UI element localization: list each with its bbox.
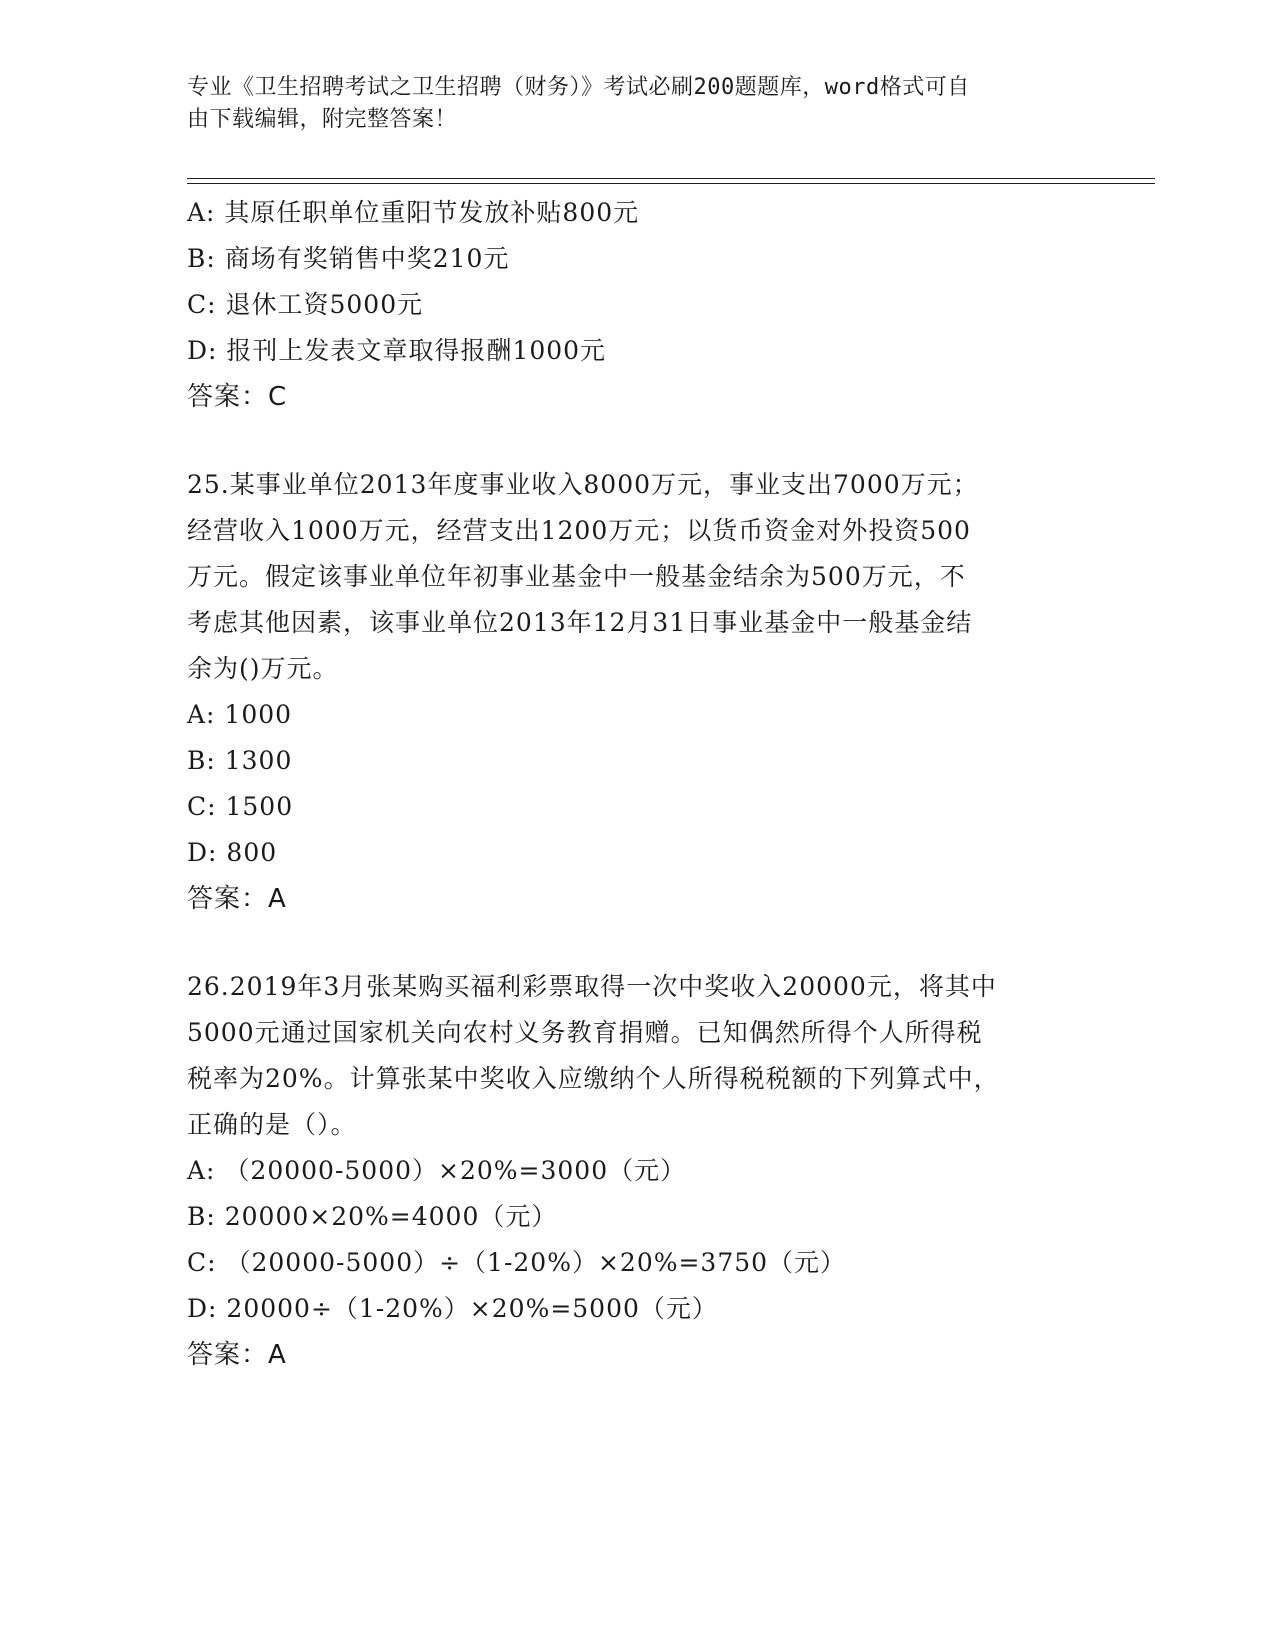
question-26	[187, 964, 1087, 1378]
document-body	[187, 190, 1087, 1378]
question-text-line: 5000元通过国家机关向农村义务教育捐赠。已知偶然所得个人所得税	[187, 1018, 983, 1047]
header-line-1: 专业《卫生招聘考试之卫生招聘（财务）》考试必刷200题题库，word格式可自	[187, 75, 970, 100]
answer: 答案：A	[187, 884, 287, 914]
option-d: D: 20000÷（1-20%）×20%=5000（元）	[187, 1294, 718, 1323]
option-b: B: 1300	[187, 746, 293, 775]
header-divider-bottom	[187, 183, 1155, 184]
question-text-line: 经营收入1000万元，经营支出1200万元；以货币资金对外投资500	[187, 516, 971, 545]
header-line-2: 由下载编辑，附完整答案！	[187, 107, 458, 132]
question-25	[187, 462, 1087, 922]
question-text-line: 考虑其他因素，该事业单位2013年12月31日事业基金中一般基金结	[187, 608, 973, 637]
option-c: C: 退休工资5000元	[187, 290, 424, 319]
option-d: D: 800	[187, 838, 278, 867]
header-divider-top	[187, 178, 1155, 179]
question-text-line: 万元。假定该事业单位年初事业基金中一般基金结余为500万元，不	[187, 562, 966, 591]
option-d: D: 报刊上发表文章取得报酬1000元	[187, 336, 607, 365]
option-a: A: 1000	[187, 700, 293, 729]
question-text-line: 税率为20%。计算张某中奖收入应缴纳个人所得税税额的下列算式中，	[187, 1064, 1000, 1093]
option-a: A: 其原任职单位重阳节发放补贴800元	[187, 198, 640, 227]
question-24	[187, 190, 1087, 420]
option-c: C: 1500	[187, 792, 294, 821]
answer: 答案：C	[187, 382, 288, 412]
option-a: A: （20000-5000）×20%=3000（元）	[187, 1156, 687, 1185]
document-header	[187, 72, 1067, 136]
question-text-line: 正确的是（）。	[187, 1110, 357, 1139]
question-text-line: 26.2019年3月张某购买福利彩票取得一次中奖收入20000元，将其中	[187, 972, 997, 1001]
option-b: B: 商场有奖销售中奖210元	[187, 244, 510, 273]
option-c: C: （20000-5000）÷（1-20%）×20%=3750（元）	[187, 1248, 847, 1277]
option-b: B: 20000×20%=4000（元）	[187, 1202, 558, 1231]
question-text-line: 余为()万元。	[187, 654, 339, 683]
question-text-line: 25.某事业单位2013年度事业收入8000万元，事业支出7000万元；	[187, 470, 979, 499]
answer: 答案：A	[187, 1340, 287, 1370]
